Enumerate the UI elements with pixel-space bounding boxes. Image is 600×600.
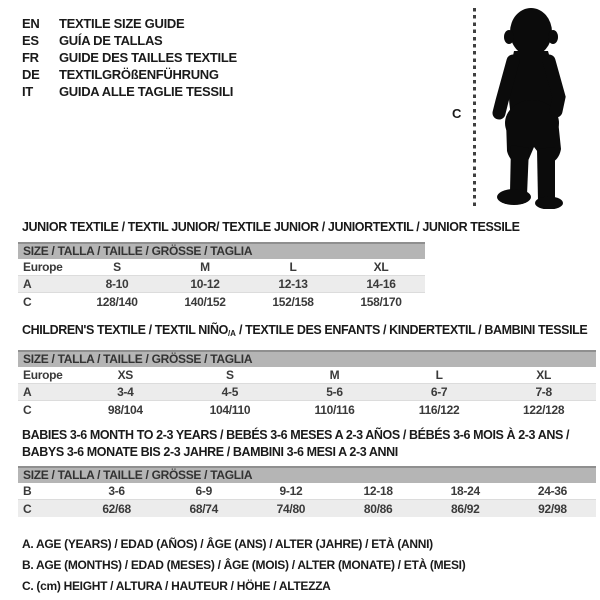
row-label: B: [23, 484, 32, 498]
language-title: GUIDA ALLE TAGLIE TESSILI: [59, 84, 234, 99]
height-cell: 104/110: [209, 402, 251, 417]
height-cell: 68/74: [189, 501, 219, 516]
row-label: C: [23, 294, 32, 309]
language-code: EN: [22, 16, 40, 31]
legend-footnotes: [22, 534, 465, 597]
age-cell: 12-18: [363, 484, 393, 498]
table-row-age: [18, 384, 596, 401]
size-cell: L: [289, 260, 297, 274]
height-cell: 98/104: [107, 402, 143, 417]
babies-section-title: [22, 427, 569, 461]
language-row-de: [22, 66, 237, 83]
row-label: A: [23, 385, 32, 399]
height-cell: 74/80: [276, 501, 306, 516]
language-row-es: [22, 32, 237, 49]
size-cell: S: [113, 260, 121, 274]
age-cell: 3-4: [117, 385, 134, 399]
language-code: ES: [22, 33, 39, 48]
age-cell: 14-16: [366, 277, 396, 291]
age-cell: 7-8: [535, 385, 552, 399]
children-size-table: [18, 350, 596, 418]
height-cell: 140/152: [184, 294, 226, 309]
babies-size-table: [18, 466, 596, 517]
height-cell: 80/86: [363, 501, 393, 516]
row-label: A: [23, 277, 32, 291]
age-cell: 5-6: [326, 385, 343, 399]
age-cell: 12-13: [278, 277, 308, 291]
height-cell: 110/116: [314, 402, 355, 417]
language-title: TEXTILGRÖßENFÜHRUNG: [59, 67, 219, 82]
size-cell: XS: [117, 368, 133, 382]
language-code: IT: [22, 84, 33, 99]
language-code: DE: [22, 67, 40, 82]
baby-silhouette: [483, 5, 579, 209]
table-row-europe: [18, 367, 596, 384]
row-label: C: [23, 501, 32, 516]
height-cell: 86/92: [451, 501, 480, 516]
language-title: TEXTILE SIZE GUIDE: [59, 16, 185, 31]
row-label: Europe: [23, 260, 63, 274]
footnote-age-years: A. AGE (YEARS) / EDAD (AÑOS) / ÂGE (ANS) / ALTER (JAHRE) / ETÀ (ANNI): [22, 537, 433, 551]
table-row-age: [18, 276, 425, 293]
language-legend: [22, 15, 237, 100]
language-row-it: [22, 83, 237, 100]
size-cell: XL: [373, 260, 389, 274]
age-cell: 9-12: [279, 484, 303, 498]
junior-size-table: [18, 242, 425, 310]
language-code: FR: [22, 50, 39, 65]
children-title-subscript: /A: [227, 329, 236, 338]
footnote-age-months: B. AGE (MONTHS) / EDAD (MESES) / ÂGE (MOIS) / ALTER (MONATE) / ETÀ (MESI): [22, 558, 466, 572]
age-cell: 6-7: [430, 385, 448, 399]
size-cell: M: [329, 368, 340, 382]
table-row-europe: [18, 259, 425, 276]
row-label: C: [23, 402, 32, 417]
language-row-en: [22, 15, 237, 32]
height-cell: 92/98: [538, 501, 567, 516]
children-section-title: [22, 323, 587, 338]
height-cell: 158/170: [360, 294, 402, 309]
junior-section-title: JUNIOR TEXTILE / TEXTIL JUNIOR/ TEXTILE JUNIOR / JUNIORTEXTIL / JUNIOR TESSILE: [22, 220, 520, 234]
age-cell: 8-10: [105, 277, 129, 291]
age-cell: 18-24: [450, 484, 480, 498]
children-title-suffix: / TEXTILE DES ENFANTS / KINDERTEXTIL / BAMBINI TESSILE: [235, 323, 588, 337]
row-label: Europe: [23, 368, 63, 382]
height-cell: 152/158: [272, 294, 314, 309]
table-row-height: [18, 293, 425, 310]
age-cell: 10-12: [190, 277, 220, 291]
language-row-fr: [22, 49, 237, 66]
height-cell: 116/122: [418, 402, 460, 417]
language-title: GUIDE DES TAILLES TEXTILE: [59, 50, 237, 65]
age-cell: 4-5: [221, 385, 239, 399]
table-row-age-months: [18, 483, 596, 500]
babies-title-line2: BABYS 3-6 MONATE BIS 2-3 JAHRE / BAMBINI 3-6 MESI A 2-3 ANNI: [22, 445, 398, 459]
height-cell: 62/68: [102, 501, 131, 516]
height-measure-dotted-line: [473, 8, 476, 208]
size-header-bar: SIZE / TALLA / TAILLE / GRÖSSE / TAGLIA: [18, 242, 425, 259]
table-row-height: [18, 500, 596, 517]
size-cell: S: [226, 368, 234, 382]
language-title: GUÍA DE TALLAS: [59, 33, 163, 48]
size-cell: XL: [536, 368, 552, 382]
babies-title-line1: BABIES 3-6 MONTH TO 2-3 YEARS / BEBÉS 3-6 MESES A 2-3 AÑOS / BÉBÉS 3-6 MOIS À 2-3 ANS /: [22, 428, 570, 442]
footnote-height-cm: C. (cm) HEIGHT / ALTURA / HAUTEUR / HÖHE / ALTEZZA: [22, 579, 331, 593]
height-measure-label: C: [452, 106, 462, 121]
height-cell: 122/128: [523, 402, 565, 417]
size-cell: M: [200, 260, 210, 274]
size-header-bar: SIZE / TALLA / TAILLE / GRÖSSE / TAGLIA: [18, 466, 596, 483]
age-cell: 24-36: [537, 484, 568, 498]
table-row-height: [18, 401, 596, 418]
height-cell: 128/140: [96, 294, 138, 309]
size-header-bar: SIZE / TALLA / TAILLE / GRÖSSE / TAGLIA: [18, 350, 596, 367]
size-cell: L: [435, 368, 443, 382]
age-cell: 6-9: [195, 484, 212, 498]
age-cell: 3-6: [108, 484, 125, 498]
children-title-prefix: CHILDREN'S TEXTILE / TEXTIL NIÑO: [22, 323, 228, 337]
